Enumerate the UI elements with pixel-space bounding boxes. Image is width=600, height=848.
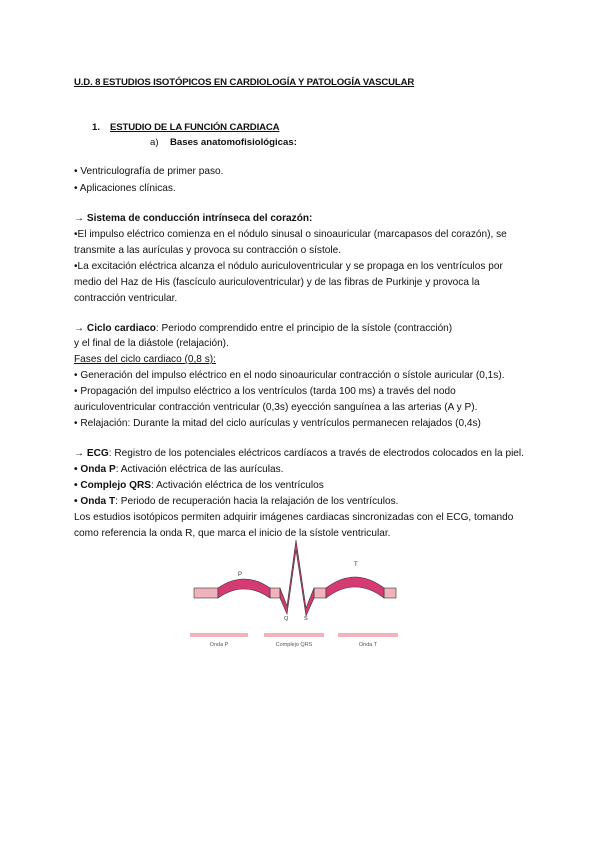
bullet-item: • Aplicaciones clínicas. [74,183,176,194]
wave-term: Onda T [80,496,116,507]
caption-t-wave: Onda T [358,642,378,648]
t-wave-shape [326,577,384,598]
subsection-letter: a) [150,137,159,148]
segment-bar-t [338,633,398,637]
paragraph-line: •La excitación eléctrica alcanza el nódulo auriculoventricular y se propaga en los ventrículos por [74,261,503,272]
ecg-arrow: → [74,448,87,459]
p-label: P [238,572,243,578]
phase-item: • Generación del impulso eléctrico en el nodo sinoauricular contracción o sístole auricular (0,1s). [74,370,505,381]
ecg-definition [74,447,524,460]
document-title: U.D. 8 ESTUDIOS ISOTÓPICOS EN CARDIOLOGÍA Y PATOLOGÍA VASCULAR [74,77,415,88]
qrs-complex-shape [280,540,314,616]
wave-term: Onda P [80,464,116,475]
ecg-wave-item: • Complejo QRS: Activación eléctrica de los ventrículos [74,480,324,491]
wave-text: : Activación eléctrica de los ventrículos [151,480,324,491]
conduction-heading: → Sistema de conducción intrínseca del corazón: [74,213,313,224]
q-label: Q [284,616,289,622]
paragraph-line: •El impulso eléctrico comienza en el nódulo sinusal o sinoauricular (marcapasos del corazón), se [74,229,507,240]
baseline-band [314,588,326,598]
section-heading [92,121,279,134]
ecg-definition-text: : Registro de los potenciales eléctricos cardíacos a través de electrodos colocados en la piel. [108,448,524,459]
segment-bar-p [190,633,248,637]
ecg-wave-item: • Onda P: Activación eléctrica de las aurículas. [74,464,284,475]
s-label: S [304,616,308,622]
t-label: T [354,562,358,568]
cycle-definition-text: : Periodo comprendido entre el principio de la sístole (contracción) [155,323,453,334]
ecg-wave-item: • Onda T: Periodo de recuperación hacia la relajación de los ventrículos. [74,496,399,507]
phase-item: • Propagación del impulso eléctrico a los ventrículos (tarda 100 ms) a través del nodo [74,386,456,397]
baseline-band [384,588,396,598]
ecg-term: ECG [86,448,109,459]
wave-text: : Periodo de recuperación hacia la relajación de los ventrículos. [115,496,399,507]
subsection-label: Bases anatomofisiológicas: [170,137,297,148]
paragraph-line: medio del Haz de His (fascículo auriculoventricular) y de las fibras de Purkinje y provoca la [74,277,480,288]
phase-item: auriculoventricular contracción ventricular (0,3s) eyección sanguínea a las arterias (A y P). [74,402,478,413]
caption-p-wave: Onda P [209,642,229,648]
paragraph-line: y el final de la diástole (relajación). [74,338,229,349]
paragraph-line: contracción ventricular. [74,293,178,304]
p-wave-shape [218,579,270,598]
subsection-heading [150,136,297,149]
bullet-item: • Ventriculografía de primer paso. [74,166,224,177]
caption-qrs-complex: Complejo QRS [275,642,313,648]
phases-heading-text: Fases del ciclo cardiaco (0,8 s): [74,354,216,365]
phases-heading [74,353,216,366]
paragraph-line: transmite a las aurículas y provoca su contracción o sístole. [74,245,342,256]
paragraph-line: como referencia la onda R, que marca el inicio de la sístole ventricular. [74,528,391,539]
cycle-definition [74,322,452,335]
wave-term: Complejo QRS [80,480,152,491]
paragraph-line: Los estudios isotópicos permiten adquirir imágenes cardiacas sincronizadas con el ECG, tomando [74,512,514,523]
phase-item: • Relajación: Durante la mitad del ciclo aurículas y ventrículos permanecen relajados (0,4s) [74,418,481,429]
ecg-waveform-diagram [190,536,400,652]
segment-bar-qrs [264,633,324,637]
cycle-term: Ciclo cardiaco [86,323,156,334]
wave-text: : Activación eléctrica de las aurículas. [115,464,284,475]
baseline-band [270,588,280,598]
section-number: 1. [92,122,101,133]
baseline-band [194,588,218,598]
cycle-arrow: → [74,323,87,334]
section-label: ESTUDIO DE LA FUNCIÓN CARDIACA [110,122,280,133]
